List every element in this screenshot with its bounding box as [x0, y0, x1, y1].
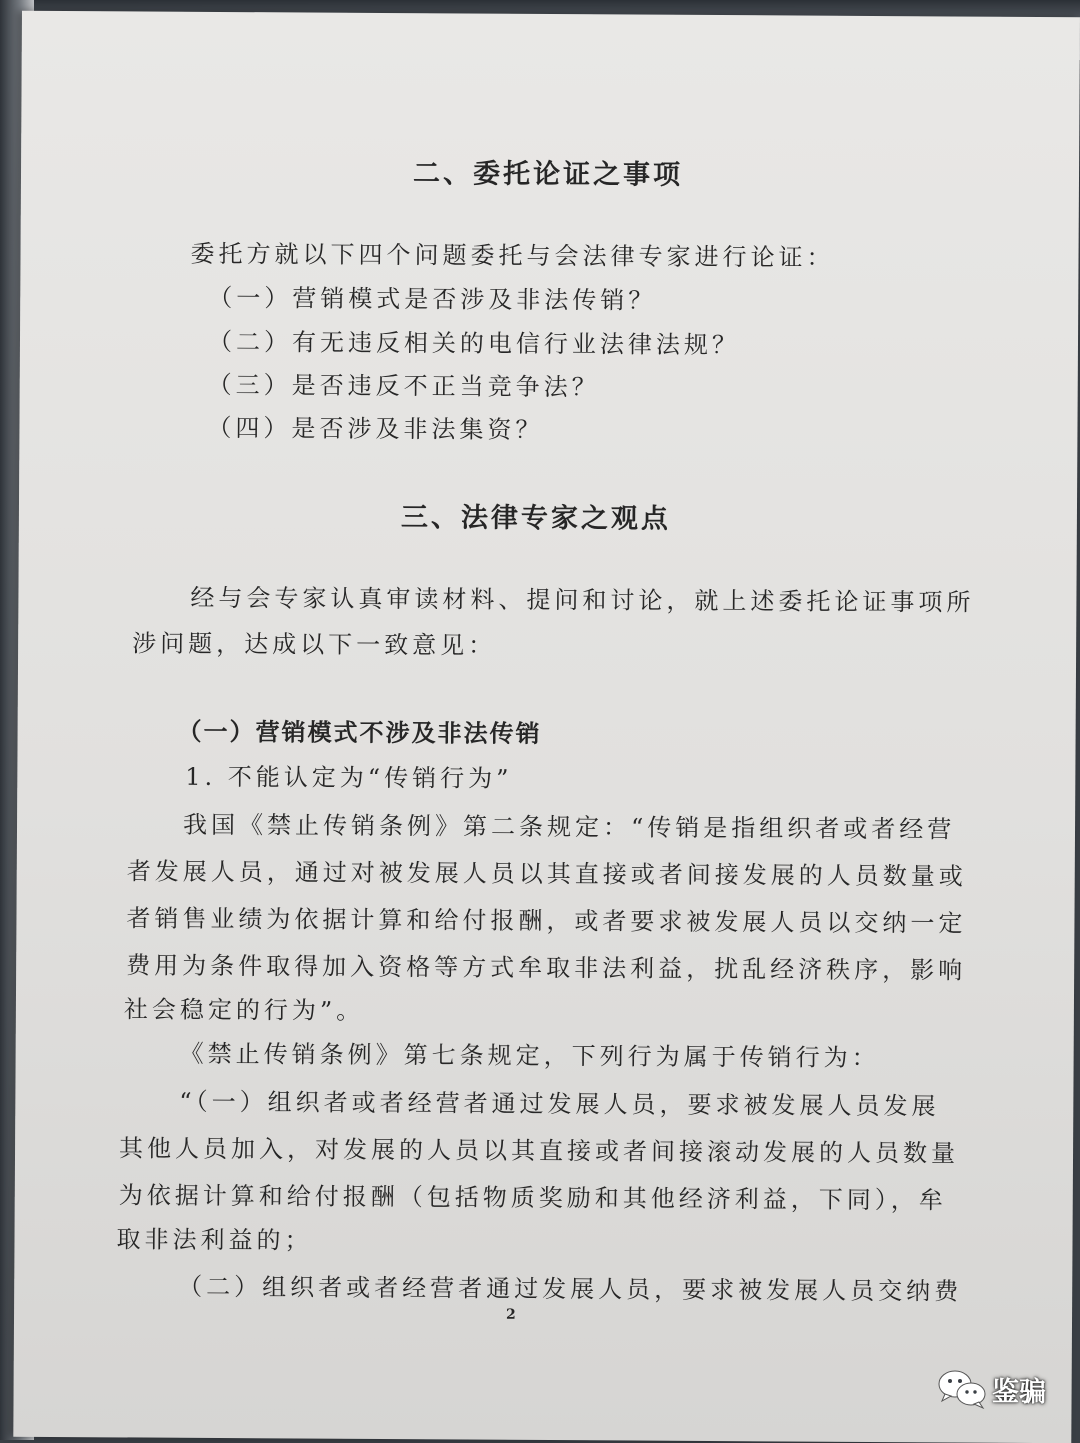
section3-heading: 三、法律专家之观点 [400, 502, 672, 535]
section2-item-1: （一）营销模式是否涉及非法传销？ [208, 283, 657, 315]
point-1-title: 1. 不能认定为“传销行为” [185, 762, 513, 793]
para4: （二）组织者或者经营者通过发展人员，要求被发展人员交纳费 [178, 1272, 963, 1306]
para1-line-3: 者销售业绩为依据计算和给付报酬，或者要求被发展人员以交纳一定 [126, 904, 967, 938]
page-number: 2 [506, 1306, 516, 1323]
para3-line-1: “（一）组织者或者经营者通过发展人员，要求被发展人员发展 [179, 1087, 940, 1121]
section2-heading: 二、委托论证之事项 [412, 158, 684, 191]
section2-item-2: （二）有无违反相关的电信行业法律法规？ [207, 327, 741, 360]
para1-line-2: 者发展人员，通过对被发展人员以其直接或者间接发展的人员数量或 [126, 857, 967, 891]
subsection-heading: （一）营销模式不涉及非法传销 [177, 716, 542, 748]
section3-intro-line-1: 经与会专家认真审读材料、提问和讨论，就上述委托论证事项所 [190, 583, 975, 617]
section2-item-4: （四）是否涉及非法集资？ [207, 413, 544, 444]
para3-line-2: 其他人员加入，对发展的人员以其直接或者间接滚动发展的人员数量 [118, 1134, 960, 1168]
para2: 《禁止传销条例》第七条规定，下列行为属于传销行为： [179, 1039, 880, 1073]
para3-line-4: 取非法利益的； [116, 1225, 313, 1255]
section2-intro: 委托方就以下四个问题委托与会法律专家进行论证： [190, 239, 835, 272]
wechat-icon [936, 1367, 988, 1411]
para1-line-4: 费用为条件取得加入资格等方式牟取非法利益，扰乱经济秩序，影响 [126, 951, 967, 985]
document-page [13, 11, 1080, 1443]
para1-line-5: 社会稳定的行为”。 [123, 995, 365, 1025]
section2-item-3: （三）是否违反不正当竞争法？ [207, 370, 600, 402]
watermark-text: 鉴骗 [992, 1376, 1046, 1408]
section3-intro-line-2: 涉问题，达成以下一致意见： [132, 629, 497, 660]
para3-line-3: 为依据计算和给付报酬（包括物质奖励和其他经济利益，下同），牟 [118, 1181, 947, 1215]
para1-line-1: 我国《禁止传销条例》第二条规定：“传销是指组织者或者经营 [182, 810, 956, 844]
watermark [936, 1364, 1046, 1414]
